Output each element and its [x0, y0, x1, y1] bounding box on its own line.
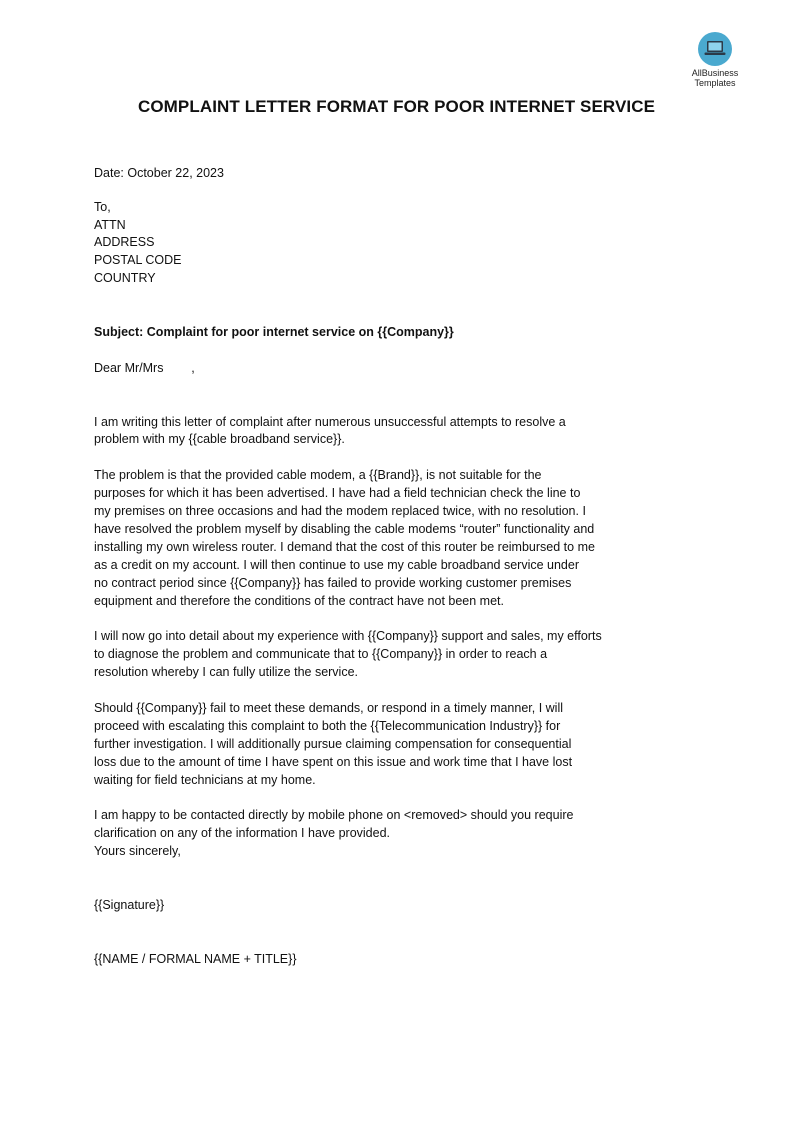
- paragraph-3-line: resolution whereby I can fully utilize the service.: [94, 665, 359, 679]
- paragraph-1-line: problem with my {{cable broadband service}}.: [94, 432, 345, 446]
- allbusiness-templates-logo: [680, 32, 750, 88]
- paragraph-3-line: I will now go into detail about my experience with {{Company}} support and sales, my efforts: [94, 629, 602, 643]
- letter-salutation: Dear Mr/Mrs ,: [94, 361, 195, 375]
- paragraph-2-line: no contract period since {{Company}} has failed to provide working customer premises: [94, 576, 572, 590]
- letter-closing: Yours sincerely,: [94, 844, 181, 858]
- paragraph-3-line: to diagnose the problem and communicate that to {{Company}} in order to reach a: [94, 647, 548, 661]
- paragraph-5-line: I am happy to be contacted directly by mobile phone on <removed> should you require: [94, 808, 574, 822]
- recipient-address: ADDRESS: [94, 235, 155, 249]
- paragraph-1-line: I am writing this letter of complaint after numerous unsuccessful attempts to resolve a: [94, 415, 566, 429]
- recipient-country: COUNTRY: [94, 271, 156, 285]
- letter-subject: Subject: Complaint for poor internet service on {{Company}}: [94, 325, 454, 339]
- recipient-to: To,: [94, 200, 111, 214]
- laptop-icon: [698, 32, 732, 66]
- document-title: COMPLAINT LETTER FORMAT FOR POOR INTERNET SERVICE: [137, 97, 656, 116]
- paragraph-4-line: loss due to the amount of time I have spent on this issue and work time that I have lost: [94, 755, 573, 769]
- name-title-placeholder: {{NAME / FORMAL NAME + TITLE}}: [94, 952, 297, 966]
- recipient-attn: ATTN: [94, 218, 126, 232]
- recipient-postal-code: POSTAL CODE: [94, 253, 182, 267]
- logo-text-line2: Templates: [694, 78, 736, 88]
- paragraph-4-line: further investigation. I will additionally pursue claiming compensation for consequential: [94, 737, 572, 751]
- paragraph-4-line: proceed with escalating this complaint to both the {{Telecommunication Industry}} for: [94, 719, 561, 733]
- letter-date: Date: October 22, 2023: [94, 166, 224, 180]
- paragraph-2-line: have resolved the problem myself by disabling the cable modems “router” functionality and: [94, 522, 595, 536]
- logo-text-line1: AllBusiness: [691, 68, 739, 78]
- paragraph-2-line: my premises on three occasions and had the modem replaced twice, with no resolution. I: [94, 504, 586, 518]
- paragraph-2-line: The problem is that the provided cable modem, a {{Brand}}, is not suitable for the: [94, 468, 542, 482]
- paragraph-2-line: installing my own wireless router. I demand that the cost of this router be reimbursed to me: [94, 540, 595, 554]
- paragraph-5-line: clarification on any of the information I have provided.: [94, 826, 391, 840]
- paragraph-2-line: equipment and therefore the conditions of the contract have not been met.: [94, 594, 504, 608]
- paragraph-2-line: purposes for which it has been advertised. I have had a field technician check the line to: [94, 486, 581, 500]
- paragraph-2-line: as a credit on my account. I will then continue to use my cable broadband service under: [94, 558, 579, 572]
- paragraph-4-line: Should {{Company}} fail to meet these demands, or respond in a timely manner, I will: [94, 701, 564, 715]
- signature-placeholder: {{Signature}}: [94, 898, 165, 912]
- paragraph-4-line: waiting for field technicians at my home.: [94, 773, 316, 787]
